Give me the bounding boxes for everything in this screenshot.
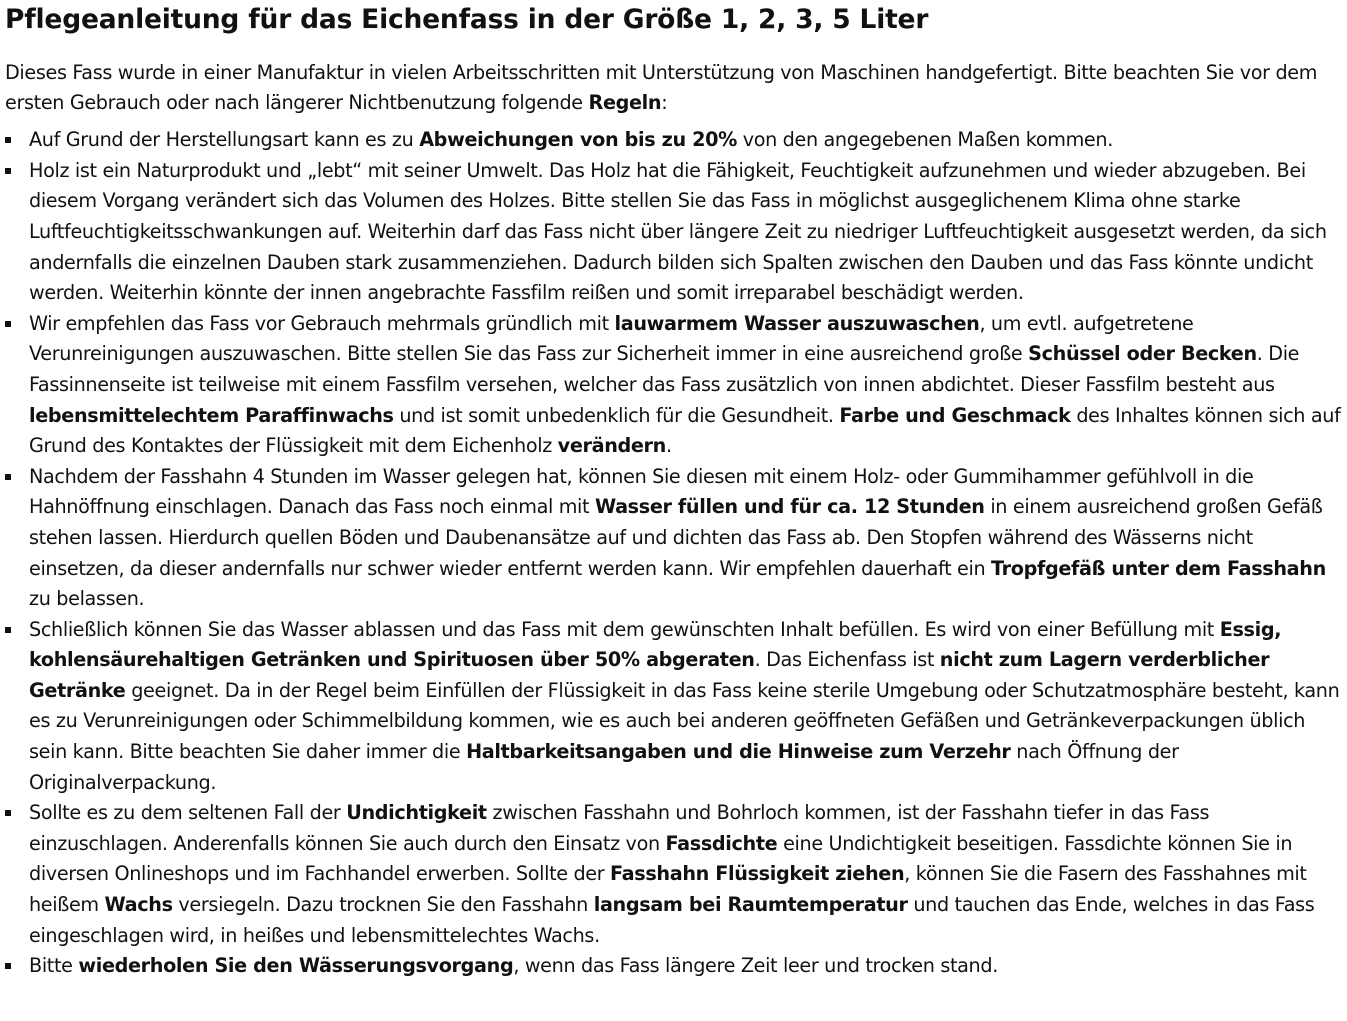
text-run: versiegeln. Dazu trocknen Sie den Fasshahn — [172, 893, 594, 917]
list-item-text — [29, 801, 1314, 946]
list-item-text — [29, 159, 1327, 304]
list-item — [5, 462, 1341, 615]
text-run: zwischen Fasshahn und Bohrloch kommen, ist der Fasshahn tiefer in das Fass einzuschlagen. Anderenfalls können Sie auch durch den Einsatz von — [29, 801, 1210, 855]
bold-phrase: Wasser füllen und für ca. 12 Stunden — [594, 495, 985, 519]
bold-phrase: langsam bei Raumtemperatur — [593, 893, 908, 917]
text-run: und ist somit unbedenklich für die Gesundheit. — [393, 403, 840, 427]
text-run: von den angegebenen Maßen kommen. — [736, 128, 1113, 152]
bold-phrase: Tropfgefäß unter dem Fasshahn — [991, 556, 1326, 580]
bullet-icon — [5, 137, 11, 143]
bold-phrase: Wachs — [104, 893, 173, 917]
list-item-text — [29, 312, 1340, 457]
list-item — [5, 125, 1341, 156]
text-run: , um evtl. aufgetretene Verunreinigungen auszuwaschen. Bitte stellen Sie das Fass zur Sicherheit immer in eine ausreichend große — [29, 311, 1194, 366]
bold-phrase: wiederholen Sie den Wässerungsvorgang — [78, 954, 514, 978]
bullet-icon — [5, 627, 11, 633]
bullet-icon — [5, 474, 11, 480]
text-run: Holz ist ein Naturprodukt und „lebt“ mit seiner Umwelt. Das Holz hat die Fähigkeit, Feuchtigkeit aufzunehmen und wieder abzugeben. Bei diesem Vorgang verändert sich das Volumen des Holzes. Bitte stellen Sie das Fass in möglichst ausgeglichenem Klima ohne starke Luftfeuchtigkeitsschwankungen auf. Weiterhin darf das Fass nicht über längere Zeit zu niedriger Luftfeuchtigkeit ausgesetzt werden, da sich andernfalls die einzelnen Dauben stark zusammenziehen. Dadurch bilden sich Spalten zwischen den Dauben und das Fass könnte undicht werden. Weiterhin könnte der innen angebrachte Fassfilm reißen und somit irreparabel beschädigt werden. — [29, 158, 1327, 305]
text-run: , können Sie die Fasern des Fasshahnes mit heißem — [29, 862, 1307, 917]
text-run: . Die Fassinnenseite ist teilweise mit einem Fassfilm versehen, welcher das Fass zusätzlich von innen abdichtet. Dieser Fassfilm besteht aus — [29, 342, 1300, 396]
list-item-text — [29, 128, 1113, 151]
text-run: : — [661, 90, 668, 114]
list-item-text — [29, 954, 998, 977]
bullet-icon — [5, 168, 11, 174]
bold-phrase: verändern — [557, 434, 666, 458]
list-item — [5, 615, 1341, 799]
bullet-icon — [5, 810, 11, 816]
text-run: Bitte — [29, 954, 79, 978]
instruction-list — [5, 125, 1341, 982]
text-run: nach Öffnung der Originalverpackung. — [29, 740, 1179, 794]
list-item — [5, 798, 1341, 951]
list-item-text — [29, 618, 1339, 794]
text-run: , wenn das Fass längere Zeit leer und trocken stand. — [513, 954, 998, 978]
page-title: Pflegeanleitung für das Eichenfass in der Größe 1, 2, 3, 5 Liter — [5, 4, 929, 35]
intro-paragraph — [5, 58, 1341, 117]
text-run: und tauchen das Ende, welches in das Fass eingeschlagen wird, in heißes und lebensmittelechtes Wachs. — [29, 893, 1315, 947]
list-item — [5, 951, 1341, 982]
bold-phrase: Abweichungen von bis zu 20% — [419, 128, 737, 152]
text-run: Nachdem der Fasshahn 4 Stunden im Wasser gelegen hat, können Sie diesen mit einem Holz- oder Gummihammer gefühlvoll in die Hahnöffnung einschlagen. Danach das Fass noch einmal mit — [29, 464, 1254, 519]
bold-phrase: nicht zum Lagern verderblicher Getränke — [29, 648, 1270, 702]
text-run: in einem ausreichend großen Gefäß stehen lassen. Hierdurch quellen Böden und Daubenansätze auf und dichten das Fass ab. Den Stopfen während des Wässerns nicht einsetzen, da dieser andernfalls nur schwer wieder entfernt werden kann. Wir empfehlen dauerhaft ein — [29, 495, 1323, 580]
bold-phrase: Farbe und Geschmack — [839, 403, 1071, 427]
bold-phrase: Fassdichte — [665, 831, 778, 855]
text-run: . — [665, 434, 672, 458]
text-run: Sollte es zu dem seltenen Fall der — [29, 801, 347, 825]
bold-phrase: Fasshahn Flüssigkeit ziehen — [610, 862, 905, 886]
bullet-icon — [5, 321, 11, 327]
text-run: eine Undichtigkeit beseitigen. Fassdichte können Sie in diversen Onlineshops und im Fachhandel erwerben. Sollte der — [29, 831, 1293, 886]
bold-phrase: Schüssel oder Becken — [1028, 342, 1257, 366]
bold-phrase: lauwarmem Wasser auszuwaschen — [614, 311, 980, 335]
bold-phrase: Regeln — [588, 90, 662, 114]
text-run: Schließlich können Sie das Wasser ablassen und das Fass mit dem gewünschten Inhalt befüllen. Es wird von einer Befüllung mit — [29, 617, 1220, 641]
bold-phrase: Essig, kohlensäurehaltigen Getränken und Spirituosen über 50% abgeraten — [29, 617, 1282, 672]
bold-phrase: lebensmittelechtem Paraffinwachs — [29, 403, 394, 427]
bold-phrase: Undichtigkeit — [346, 801, 487, 825]
text-run: . Das Eichenfass ist — [754, 648, 940, 672]
text-run: zu belassen. — [29, 587, 145, 611]
text-run: Wir empfehlen das Fass vor Gebrauch mehrmals gründlich mit — [29, 311, 615, 335]
text-run: Dieses Fass wurde in einer Manufaktur in vielen Arbeitsschritten mit Unterstützung von Maschinen handgefertigt. Bitte beachten Sie vor dem ersten Gebrauch oder nach längerer Nichtbenutzung folgende — [5, 61, 1318, 114]
list-item — [5, 309, 1341, 462]
text-run: des Inhaltes können sich auf Grund des Kontaktes der Flüssigkeit mit dem Eichenholz — [29, 403, 1341, 458]
bullet-icon — [5, 963, 11, 969]
bold-phrase: Haltbarkeitsangaben und die Hinweise zum Verzehr — [466, 740, 1011, 764]
list-item-text — [29, 465, 1326, 610]
text-run: geeignet. Da in der Regel beim Einfüllen der Flüssigkeit in das Fass keine sterile Umgebung oder Schutzatmosphäre besteht, kann es zu Verunreinigungen oder Schimmelbildung kommen, wie es auch bei anderen geöffneten Gefäßen und Getränkeverpackungen üblich sein kann. Bitte beachten Sie daher immer die — [29, 678, 1340, 764]
list-item — [5, 156, 1341, 309]
text-run: Auf Grund der Herstellungsart kann es zu — [29, 128, 420, 152]
